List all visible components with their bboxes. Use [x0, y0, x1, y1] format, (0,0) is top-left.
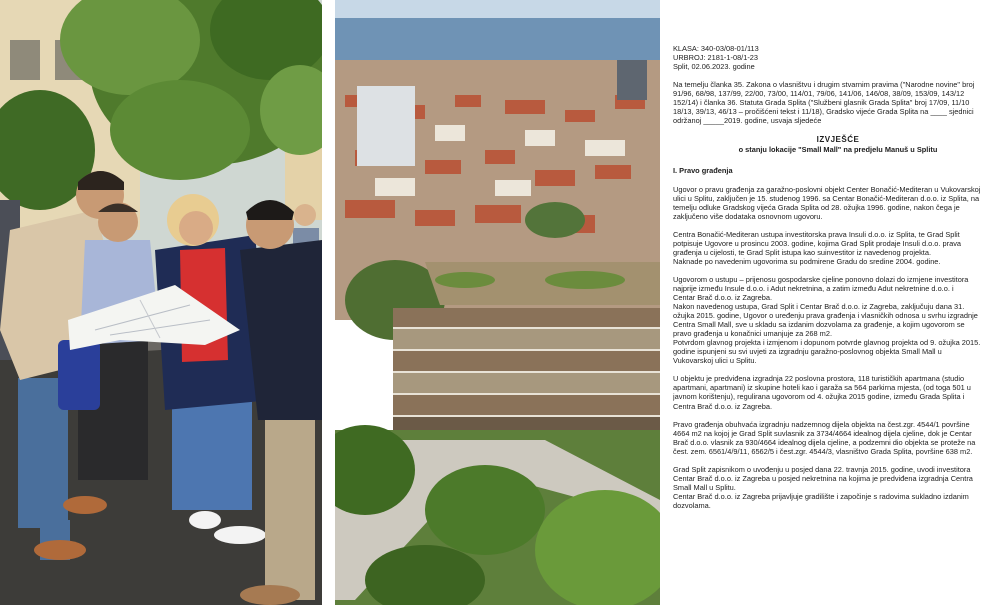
blue-bag [58, 340, 100, 410]
paragraph-line: Centar Brač d.o.o. iz Zagreba. [673, 292, 773, 302]
document-header [673, 44, 1000, 71]
paragraph-line: dozvolama. [673, 500, 711, 510]
document-text [673, 44, 1000, 519]
document-body [673, 185, 1000, 510]
paragraph [673, 230, 1000, 266]
paragraph-line: ožujka 2015. godine, Ugovor o uređenju prava građenja i vlasničkih odnosa u svrhu izgradnje [673, 311, 978, 321]
paragraph-line: pravo građenja u konačnici umanjuje za 268 m2. [673, 329, 832, 339]
document-preamble [673, 80, 1000, 125]
site-visit-scene [0, 0, 322, 605]
paragraph-line: zaključeno više dodataka osnovnom ugovoru. [673, 211, 823, 221]
paragraph-line: Vukovarskoj ulici u Splitu. [673, 356, 757, 366]
paragraph [673, 185, 1000, 221]
paragraph-line: Centra Brač d.o.o. iz Zagreba. [673, 401, 773, 411]
paragraph-line: potpisuje Ugovore u prosincu 2003. godine, kojima Grad Split prodaje Insuli d.o.o. prava [673, 238, 961, 248]
paragraph-line: Naknade po navedenim ugovorima su podmirene Gradu do sredine 2004. godine. [673, 256, 941, 266]
site-visit-photo [0, 0, 322, 605]
paragraph-line: građenja u cijelosti, te Grad Split istupa kao suinvestitor iz navedenog projekta. [673, 247, 931, 257]
panel-divider [322, 0, 335, 605]
paragraph-line: ulici u Splitu, zaključen je 15. studenog 1996. sa Centar Bonačić-Mediteran d.o.o. iz Splita, na [673, 193, 980, 203]
paragraph [673, 420, 1000, 456]
paragraph-line: godine ispunjeni su svi uvjeti za izgradnju garažno-poslovnog objekta Small Mall u [673, 347, 942, 357]
paragraph-line: Potvrdom glavnog projekta i izmjenom i dopunom potvrde glavnog projekta od 9. ožujka 2015. [673, 338, 981, 348]
header-line: KLASA: 340-03/08-01/113 [673, 44, 759, 53]
paragraph-line: Pravo građenja obuhvaća izgradnju nadzemnog dijela objekta na čest.zgr. 4544/1 površine [673, 419, 970, 429]
paragraph-line: Centra Small Mall, sve u skladu sa izdanim dozvolama za građenje, a kojim ugovorom se [673, 320, 965, 330]
paragraph-line: apartmani, apartmani) iz skupine hoteli kao i garaža sa 564 parkirna mjesta, (od toga 501 u [673, 383, 971, 393]
paragraph [673, 374, 1000, 410]
report-document [660, 0, 1000, 605]
paragraph-line: temelju odluke Gradskog vijeća Grada Splita od 28. ožujka 1996. godine, nakon čega je [673, 202, 960, 212]
preamble-line: održanoj _____2019. godine, usvaja sljedeće [673, 116, 822, 126]
paragraph-line: najprije između Insule d.o.o. i Adut nekretnina, a zatim između Adut nekretnine d.o.o. i [673, 283, 954, 293]
preamble-line: 91/96, 68/98, 137/99, 22/00, 73/00, 114/01, 79/06, 141/06, 146/08, 38/09, 153/09, 143/12 [673, 89, 965, 99]
document-subtitle: o stanju lokacije "Small Mall" na predjelu Manuš u Splitu [738, 145, 938, 155]
paragraph-line: Small Mall u Splitu. [673, 482, 736, 492]
header-line: URBROJ: 2181-1-08/1-23 [673, 53, 759, 63]
paragraph-line: Nakon navedenog ustupa, Grad Split i Centar Brač d.o.o. iz Zagreba, zaključuju dana 31. [673, 302, 965, 312]
document-title: IZVJEŠĆE [816, 135, 860, 145]
paragraph-line: Centar Brač d.o.o. iz Zagreba prijavljuje gradilište i započinje s radovima sukladno izdanim [673, 491, 969, 501]
paragraph [673, 465, 1000, 510]
paragraph-line: Grad Split zapisnikom o uvođenju u posjed dana 22. travnja 2015. godine, uvodi investitora [673, 464, 971, 474]
section-heading: I. Pravo građenja [673, 166, 733, 176]
preamble-line: 152/14) i članka 36. Statuta Grada Splita ("Službeni glasnik Grada Splita" broj 17/09, 11/10 [673, 98, 970, 108]
paragraph-line: Centra Bonačić-Mediteran ustupa investitorska prava Insuli d.o.o. iz Splita, te Grad Split [673, 229, 960, 239]
paragraph-line: čest. zem. 6561/4/9/11, 6562/5 i čest.zgr. 4544/3, vlasništvo Grada Splita, površine 638 m2. [673, 446, 973, 456]
header-line: Split, 02.06.2023. godine [673, 62, 755, 72]
preamble-line: Na temelju članka 35. Zakona o vlasništvu i drugim stvarnim pravima ("Narodne novine" broj [673, 80, 975, 90]
aerial-rendering [335, 0, 660, 605]
paragraph-line: Ugovor o pravu građenja za garažno-poslovni objekt Center Bonačić-Mediteran u Vukovarskoj [673, 184, 981, 194]
tower-block [357, 86, 415, 166]
city-aerial-scene [335, 0, 660, 605]
paragraph-line: U objektu je predviđena izgradnja 22 poslovna prostora, 118 turističkih apartmana (studio [673, 374, 965, 384]
paragraph-line: Centar Brač d.o.o. iz Zagreba u posjed nekretnina na kojima je predviđena izgradnja Centra [673, 473, 973, 483]
paragraph [673, 275, 1000, 365]
paragraph-line: javnom korištenju), regulirana ugovorom od 4. ožujka 2015 godine, između Grada Splita i [673, 392, 965, 402]
paragraph-line: Ugovorom o ustupu – prijenosu gospodarske cjeline ponovno dolazi do izmjene investitora [673, 274, 969, 284]
paragraph-line: Brač d.o.o. vlasnik za 930/4664 idealnog dijela cjeline, a podzemni dio objekta se proteže na [673, 437, 976, 447]
paragraph-line: 4664 m2 na kojoj je Grad Split suvlasnik za 3734/4664 idealnog dijela cjeline, dok je Centar [673, 428, 972, 438]
preamble-line: 18/13, 39/13, 46/13 – pročišćeni tekst i 11/18), Gradsko vijeće Grada Splita na ____ sjednici [673, 107, 974, 117]
